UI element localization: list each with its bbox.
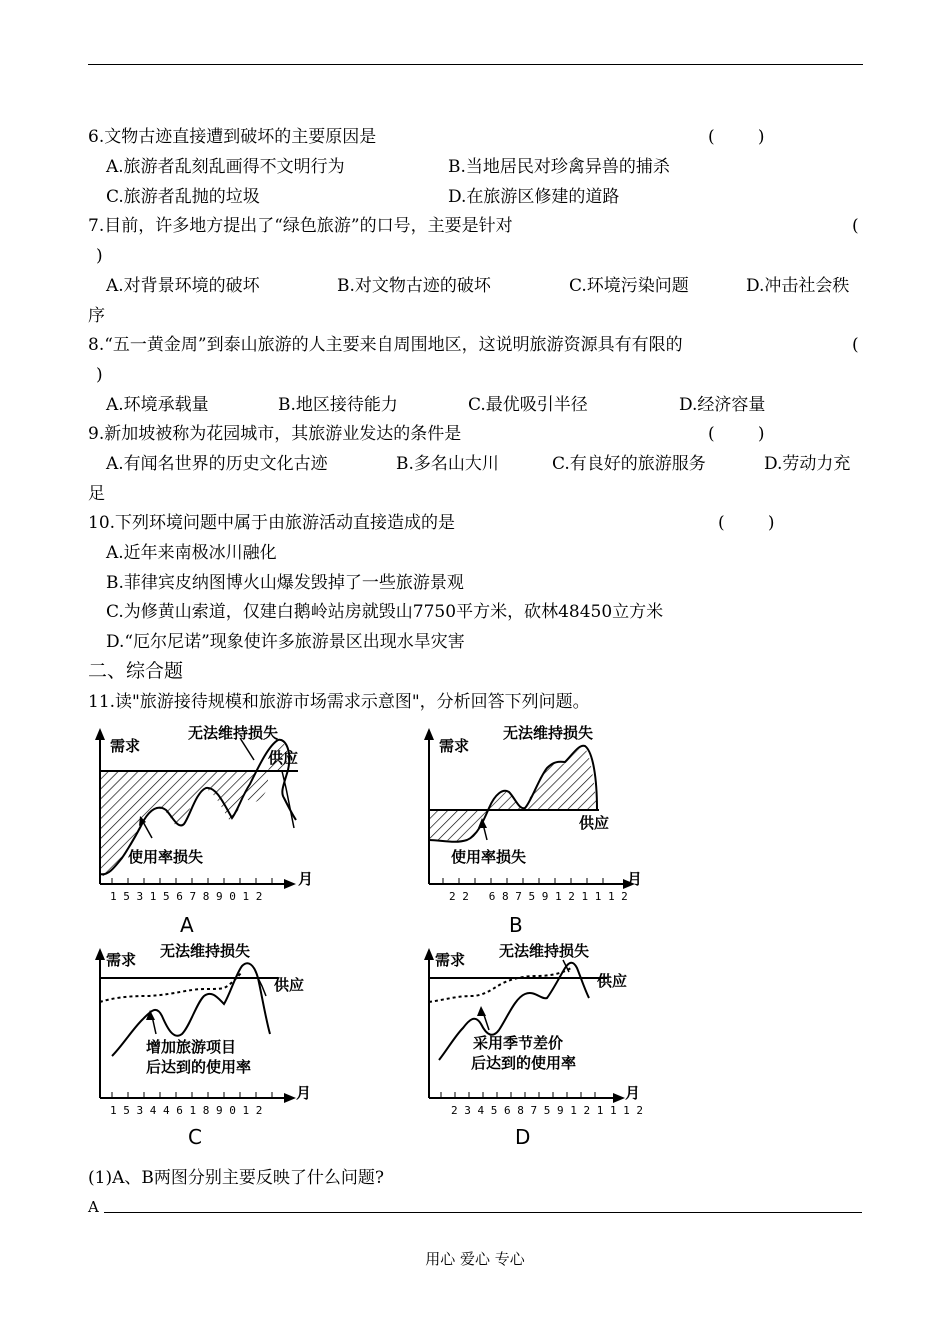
note-line1: 增加旅游项目 — [146, 1038, 237, 1056]
q6-option-c: C.旅游者乱抛的垃圾 — [106, 187, 260, 207]
q8-option-c: C.最优吸引半径 — [468, 395, 588, 415]
x-axis-label: 月 — [296, 1084, 312, 1102]
x-axis-arrow-icon — [284, 1093, 296, 1103]
answer-line-a[interactable] — [104, 1212, 862, 1213]
q6-answer-paren: ( ) — [708, 127, 765, 147]
y-axis-label: 需求 — [439, 737, 470, 755]
supply-label: 供应 — [597, 972, 628, 990]
supply-label: 供应 — [579, 814, 610, 832]
q8-option-b: B.地区接待能力 — [278, 395, 398, 415]
y-axis-arrow-icon — [95, 948, 105, 960]
q9-option-c: C.有良好的旅游服务 — [552, 454, 706, 474]
x-axis-arrow-icon — [284, 879, 296, 889]
pointer-arrow-head-icon — [477, 1006, 486, 1016]
q10-option-a: A.近年来南极冰川融化 — [106, 543, 277, 563]
tick-labels: 1 5 3 4 4 6 1 8 9 0 1 2 — [110, 1104, 263, 1117]
q7-option-c: C.环境污染问题 — [569, 276, 689, 296]
q8-paren-open: ( — [852, 335, 859, 355]
figure-b — [421, 718, 651, 940]
x-axis-label: 月 — [627, 870, 643, 888]
loss-shading — [429, 810, 487, 841]
overflow-shading — [487, 747, 597, 810]
y-axis-arrow-icon — [424, 948, 434, 960]
q6-option-b: B.当地居民对珍禽异兽的捕杀 — [448, 157, 670, 177]
y-axis-arrow-icon — [424, 728, 434, 740]
q10-answer-paren: ( ) — [718, 513, 775, 533]
q9-answer-paren: ( ) — [708, 424, 765, 444]
q10-option-c: C.为修黄山索道，仅建白鹅岭站房就毁山7750平方米，砍林48450立方米 — [106, 602, 664, 622]
y-axis-arrow-icon — [95, 728, 105, 740]
x-axis-arrow-icon — [613, 1093, 625, 1103]
q7-paren-close: ) — [96, 246, 103, 266]
x-axis-label: 月 — [298, 870, 314, 888]
q6-option-d: D.在旅游区修建的道路 — [448, 187, 620, 207]
top-note: 无法维持损失 — [160, 942, 251, 960]
tick-labels: 2 3 4 5 6 8 7 5 9 1 2 1 1 1 2 — [451, 1104, 644, 1117]
page-footer: 用心 爱心 专心 — [425, 1250, 525, 1268]
q8-option-a: A.环境承载量 — [106, 395, 209, 415]
q9-option-a: A.有闻名世界的历史文化古迹 — [106, 454, 328, 474]
note-line2: 后达到的使用率 — [146, 1058, 252, 1076]
top-note: 无法维持损失 — [503, 724, 594, 742]
improved-usage-curve — [100, 972, 242, 1002]
supply-label: 供应 — [268, 749, 299, 767]
q7-option-a: A.对背景环境的破坏 — [106, 276, 260, 296]
q7-stem: 7.目前，许多地方提出了“绿色旅游”的口号，主要是针对 — [88, 216, 513, 236]
q10-option-d: D.“厄尔尼诺”现象使许多旅游景区出现水旱灾害 — [106, 632, 465, 652]
figure-d — [421, 938, 651, 1152]
top-note: 无法维持损失 — [499, 942, 590, 960]
q10-stem: 10.下列环境问题中属于由旅游活动直接造成的是 — [88, 513, 456, 533]
bottom-note: 使用率损失 — [128, 848, 204, 866]
q7-option-d: D.冲击社会秩 — [746, 276, 850, 296]
note-line2: 后达到的使用率 — [471, 1054, 577, 1072]
q8-stem: 8.“五一黄金周”到泰山旅游的人主要来自周围地区，这说明旅游资源具有有限的 — [88, 335, 683, 355]
note-line1: 采用季节差价 — [473, 1034, 564, 1052]
bottom-note: 使用率损失 — [451, 848, 527, 866]
header-rule — [88, 64, 863, 65]
figure-caption: C — [188, 1125, 202, 1149]
tick-labels: 2 2 6 8 7 5 9 1 2 1 1 1 2 — [449, 890, 628, 903]
x-axis-label: 月 — [625, 1084, 641, 1102]
y-axis-label: 需求 — [110, 737, 141, 755]
q9-option-d: D.劳动力充 — [764, 454, 851, 474]
q6-stem: 6.文物古迹直接遭到破坏的主要原因是 — [88, 127, 377, 147]
supply-label: 供应 — [274, 976, 305, 994]
top-note: 无法维持损失 — [188, 724, 279, 742]
q7-option-b: B.对文物古迹的破坏 — [337, 276, 491, 296]
q8-option-d: D.经济容量 — [679, 395, 766, 415]
q7-paren-open: ( — [852, 216, 859, 236]
q7-option-d-cont: 序 — [88, 306, 105, 326]
figure-c — [92, 938, 322, 1152]
q9-option-b: B.多名山大川 — [396, 454, 499, 474]
q11-stem: 11.读"旅游接待规模和旅游市场需求示意图"，分析回答下列问题。 — [88, 692, 590, 712]
answer-label-a: A — [88, 1198, 99, 1216]
figure-caption: B — [509, 913, 523, 937]
figure-caption: A — [180, 913, 194, 937]
figure-caption: D — [515, 1125, 531, 1149]
q9-stem: 9.新加坡被称为花园城市，其旅游业发达的条件是 — [88, 424, 462, 444]
tick-labels: 1 5 3 1 5 6 7 8 9 0 1 2 — [110, 890, 263, 903]
q9-option-d-cont: 足 — [88, 484, 105, 504]
y-axis-label: 需求 — [106, 951, 137, 969]
y-axis-label: 需求 — [435, 951, 466, 969]
q10-option-b: B.菲律宾皮纳图博火山爆发毁掉了一些旅游景观 — [106, 573, 464, 593]
q8-paren-close: ) — [96, 365, 103, 385]
figure-a — [92, 718, 312, 940]
q6-option-a: A.旅游者乱刻乱画得不文明行为 — [106, 157, 345, 177]
section-title: 二、综合题 — [88, 660, 184, 682]
improved-usage-curve — [429, 968, 571, 1002]
q11-sub1: (1)A、B两图分别主要反映了什么问题? — [88, 1168, 384, 1188]
